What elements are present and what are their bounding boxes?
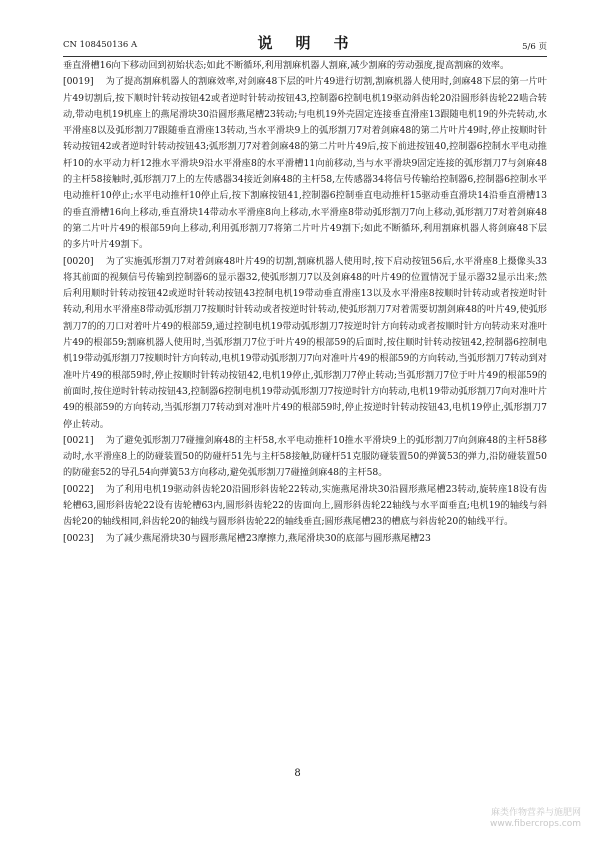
- document-title: 说 明 书: [257, 34, 353, 52]
- paragraph-text: 为了提高割麻机器人的割麻效率,对剑麻48下层的叶片49进行切割,割麻机器人使用时,剑麻48下层的第一片叶片49切割后,按下顺时针转动按钮42或者逆时针转动按钮43,控制器6控制电机19驱动斜齿轮20沿圆形斜齿轮22啮合转动,带动电机19机座上的燕尾滑块30沿圆形燕尾槽23转动;与电机19外壳固定连接垂直滑座13跟随电机19的外壳转动,水平滑座8以及弧形割刀7跟随垂直滑座13转动,当水平滑块9上的弧形割刀7对着剑麻48的第二片叶片49时,停止按顺时针转动按钮42或者逆时针转动按钮43;弧形割刀7对着剑麻48的第二片叶片49后,按下前进按钮40,控制器6控制水平电动推杆10的水平动力杆12推水平滑块9沿水平滑座8的水平滑槽11向前移动,当与水平滑块9固定连接的弧形割刀7与剑麻48的主杆58接触时,弧形割刀7上的左传感器34接近剑麻48的主杆58,左传感器34将信号传输给控制器6,控制器6控制水平电动推杆10停止;水平电动推杆10停止后,按下割麻按钮41,控制器6控制垂直电动推杆15驱动垂直滑块14沿垂直滑槽13的垂直滑槽16向上移动,垂直滑块14带动水平滑座8向上移动,水平滑座8带动弧形割刀7向上移动,弧形割刀7对着剑麻48的第二片叶片49的根部59向上移动,利用弧形割刀7将第二片叶片49割下;如此不断循环,利用割麻机器人将剑麻48下层的多片叶片49割下。: [63, 76, 547, 251]
- watermark-title: 麻类作物营养与施肥网: [490, 808, 581, 818]
- paragraph-text: 垂直滑槽16向下移动回到初始状态;如此不断循环,利用割麻机器人割麻,减少割麻的劳动强度,提高割麻的效率。: [63, 60, 510, 71]
- paragraph-0022: [63, 482, 547, 531]
- paragraph-0023: [63, 531, 547, 547]
- paragraph-text: 为了利用电机19驱动斜齿轮20沿圆形斜齿轮22转动,实施燕尾滑块30沿圆形燕尾槽23转动,旋转座18设有齿轮槽63,圆形斜齿轮22设有齿轮槽63内,圆形斜齿轮22的齿面向上,圆形斜齿轮22轴线与水平面垂直;电机19的轴线与斜齿轮20的轴线相同,斜齿轮20的轴线与圆形斜齿轮22的轴线垂直;圆形燕尾槽23的槽底与斜齿轮20的轴线平行。: [63, 483, 547, 528]
- paragraph-continuation: [63, 58, 547, 74]
- paragraph-0021: [63, 433, 547, 482]
- paragraph-0020: [63, 254, 547, 433]
- watermark: [490, 808, 581, 830]
- page-header: [63, 28, 547, 57]
- page-count: 5/6 页: [522, 42, 547, 52]
- paragraph-number: [0023]: [63, 532, 94, 544]
- paragraph-text: 为了减少燕尾滑块30与圆形燕尾槽23摩擦力,燕尾滑块30的底部与圆形燕尾槽23: [105, 532, 431, 544]
- paragraph-text: 为了实施弧形割刀7对着剑麻48叶片49的切割,割麻机器人使用时,按下启动按钮56后,水平滑座8上摄像头33将其前面的视频信号传输到控制器6的显示器32,使弧形割刀7以及剑麻48的叶片49的位置情况于显示器32显示出来;然后利用顺时针转动按钮42或逆时针转动按钮43控制电机19带动垂直滑座13以及水平滑座8按顺时针转动或者按逆时针转动,利用水平滑座8带动弧形割刀7按顺时针转动或者按逆时针转动,使弧形割刀7对着需要切割剑麻48的叶片49,使弧形割刀7的的刀口对着叶片49的根部59,通过控制电机19带动弧形割刀7按逆时针方向转动或者按顺时针方向转动来对准叶片49的根部59;割麻机器人使用时,当弧形割刀7位于叶片49的根部59的后面时,按住顺时针转动按钮42,控制器6控制电机19带动弧形割刀7按顺时针方向转动,电机19带动弧形割刀7向对准叶片49的根部59的方向转动,当弧形割刀7转动到对准叶片49的根部59时,停止按顺时针转动按钮42,电机19停止,弧形割刀7停止转动;当弧形割刀7位于叶片49的根部59的前面时,按住逆时针转动按钮43,控制器6控制电机19带动弧形割刀7按逆时针方向转动,电机19带动弧形割刀7向对准叶片49的根部59的方向转动,当弧形割刀7转动到对准叶片49的根部59时,停止按逆时针转动按钮43,电机19停止,弧形割刀7停止转动。: [63, 255, 547, 430]
- paragraph-number: [0019]: [63, 76, 94, 88]
- paragraph-0019: [63, 74, 547, 253]
- paragraph-text: 为了避免弧形割刀7碰撞剑麻48的主杆58,水平电动推杆10推水平滑块9上的弧形割刀7向剑麻48的主杆58移动时,水平滑座8上的防碰装置50的防碰杆51先与主杆58接触,防碰杆51克服防碰装置50的弹簧53的弹力,沿防碰装置50的防碰套52的导孔54向弹簧53方向移动,避免弧形割刀7碰撞剑麻48的主杆58。: [63, 434, 547, 479]
- page-number: 8: [294, 768, 301, 779]
- paragraph-number: [0020]: [63, 255, 94, 267]
- watermark-url: www.fibercrops.com: [490, 819, 581, 829]
- paragraph-number: [0022]: [63, 483, 94, 495]
- document-body: [63, 58, 547, 547]
- paragraph-number: [0021]: [63, 434, 94, 446]
- document-number: CN 108450136 A: [63, 40, 138, 50]
